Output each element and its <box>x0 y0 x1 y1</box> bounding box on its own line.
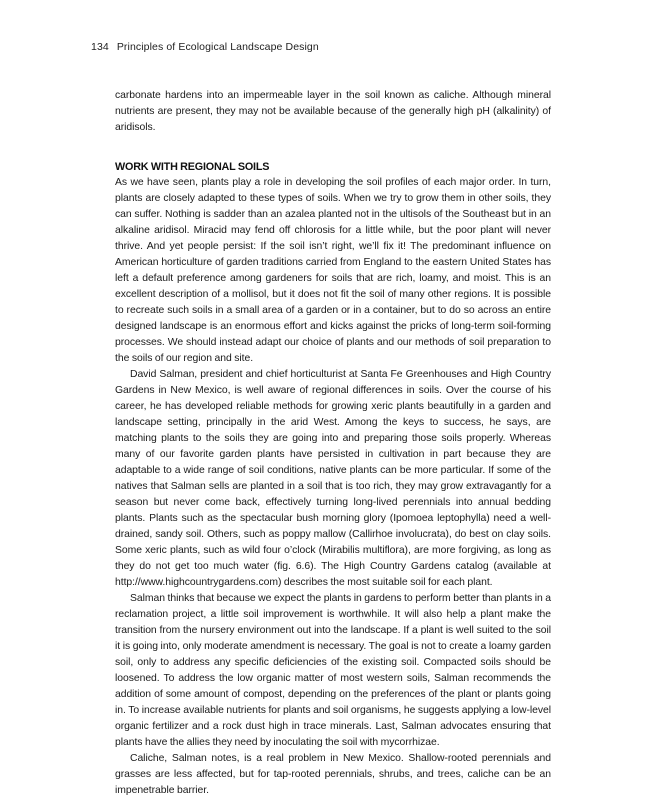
running-title: Principles of Ecological Landscape Design <box>116 41 319 53</box>
page-body <box>115 88 551 799</box>
paragraph-4: Caliche, Salman notes, is a real problem in New Mexico. Shallow-rooted perennials and grasses are less affected, but for tap-rooted perennials, shrubs, and trees, caliche can be an impenetrable barrier. <box>115 753 551 796</box>
page-number: 134 <box>91 41 109 53</box>
section-heading: WORK WITH REGIONAL SOILS <box>115 161 270 173</box>
paragraph-continuation: carbonate hardens into an impermeable layer in the soil known as caliche. Although mineral nutrients are present, they may not be available because of the generally high pH (alkalinity) of aridisols. <box>115 90 551 133</box>
paragraph-3: Salman thinks that because we expect the plants in gardens to perform better than plants in a reclamation project, a little soil improvement is worthwhile. It will also help a plant make the transition from the nursery environment out into the landscape. If a plant is well suited to the soil it is going into, only moderate amendment is necessary. The goal is not to create a loamy garden soil, only to address any specific deficiencies of the existing soil. Compacted soils should be loosened. To address the low organic matter of most western soils, Salman recommends the addition of some amount of compost, depending on the preferences of the plant or plants going in. To increase available nutrients for plants and soil organisms, he suggests applying a low-level organic fertilizer and a rock dust high in trace minerals. Last, Salman advocates ensuring that plants have the allies they need by inoculating the soil with mycorrhizae. <box>115 593 551 748</box>
paragraph-1: As we have seen, plants play a role in developing the soil profiles of each major order. In turn, plants are closely adapted to these types of soils. When we try to grow them in other soils, they can suffer. Nothing is sadder than an azalea planted not in the ultisols of the Southeast but in an alkaline aridisol. Miracid may fend off chlorosis for a little while, but the poor plant will never thrive. And yet people persist: If the soil isn’t right, we’ll fix it! The predominant influence on American horticulture of garden traditions carried from England to the eastern United States has left a default preference among gardeners for soils that are rich, loamy, and moist. This is an excellent description of a mollisol, but it does not fit the soil of many other regions. It is possible to recreate such soils in a small area of a garden or in a container, but to do so across an entire designed landscape is an enormous effort and kicks against the pricks of long-term soil-forming processes. We should instead adapt our choice of plants and our methods of soil preparation to the soils of our region and site. <box>115 177 551 364</box>
paragraph-2: David Salman, president and chief horticulturist at Santa Fe Greenhouses and High Country Gardens in New Mexico, is well aware of regional differences in soils. Over the course of his career, he has developed reliable methods for growing xeric plants beautifully in a garden and landscape setting, principally in the arid West. Among the keys to success, he says, are matching plants to the soils they are going into and preparing those soils properly. Whereas many of our favorite garden plants have persisted in cultivation in part because they are adaptable to a wide range of soil conditions, native plants can be more particular. If some of the natives that Salman sells are planted in a soil that is too rich, they may grow extravagantly for a season but never come back, effectively turning long-lived perennials into annual bedding plants. Plants such as the spectacular bush morning glory (Ipomoea leptophylla) need a well-drained, sandy soil. Others, such as poppy mallow (Callirhoe involucrata), do best on clay soils. Some xeric plants, such as wild four o’clock (Mirabilis multiflora), are more forgiving, as long as they do not get too much water (fig. 6.6). The High Country Gardens catalog (available at http://www.highcountrygardens.com) describes the most suitable soil for each plant. <box>115 369 551 588</box>
running-header <box>91 41 319 53</box>
